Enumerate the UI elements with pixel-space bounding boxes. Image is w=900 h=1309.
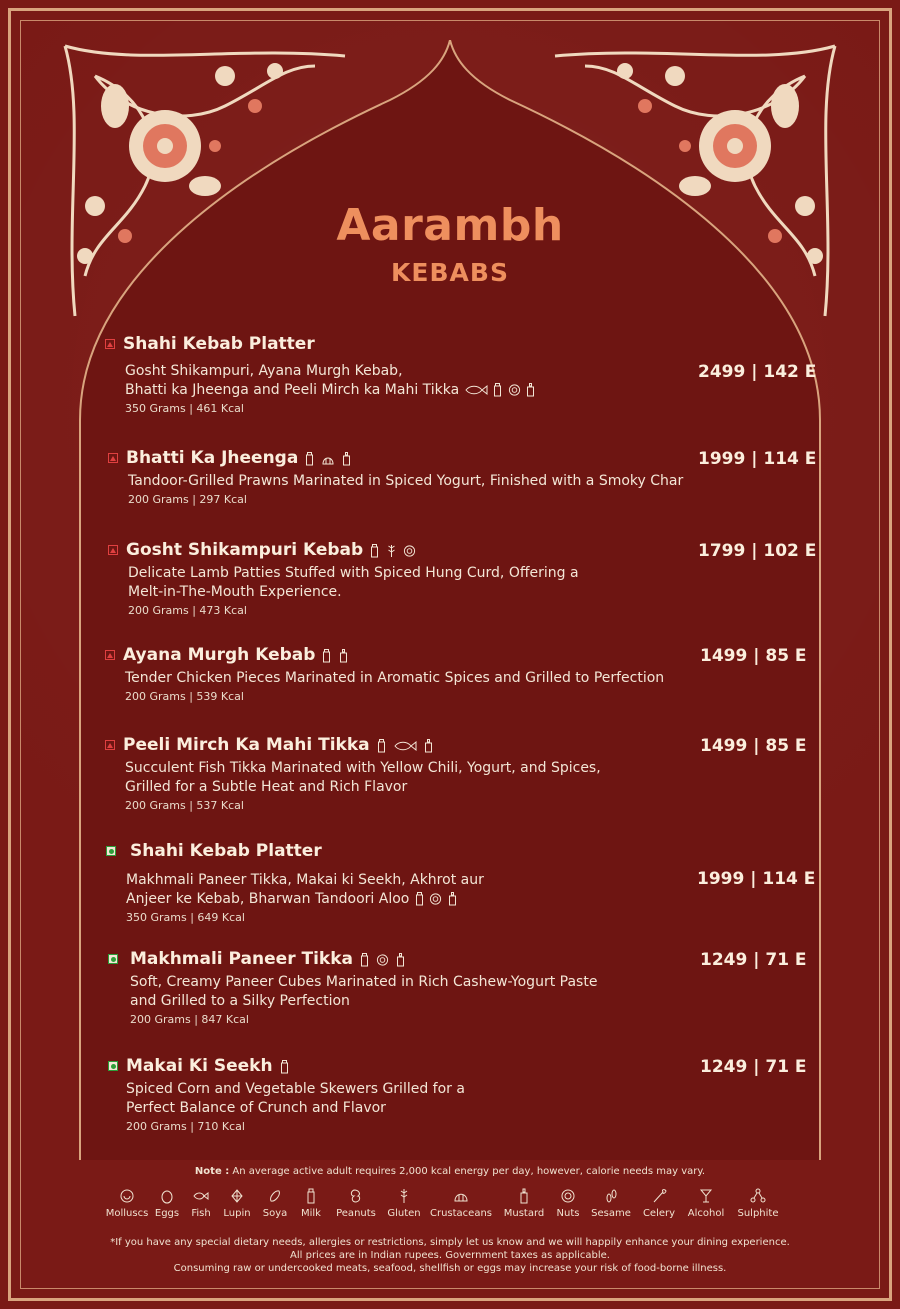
legend-alcohol: Alcohol: [682, 1188, 730, 1219]
item-name: Ayana Murgh Kebab: [123, 645, 316, 665]
item-price: 1999 | 114 E: [697, 869, 816, 889]
fish-icon: [464, 383, 488, 397]
sesame-icon: [603, 1188, 619, 1204]
legend-crustaceans: Crustaceans: [424, 1188, 498, 1219]
non-veg-icon: [108, 453, 118, 463]
item-description: Gosht Shikampuri, Ayana Murgh Kebab,: [125, 363, 403, 379]
item-meta: 200 Grams | 539 Kcal: [125, 690, 244, 703]
mustard-icon: [525, 383, 536, 397]
item-price: 1499 | 85 E: [700, 646, 807, 666]
mustard-icon: [395, 952, 406, 966]
fish-icon: [193, 1188, 209, 1204]
legend-gluten: Gluten: [384, 1188, 424, 1219]
legend-soya: Soya: [256, 1188, 294, 1219]
item-description: Tender Chicken Pieces Marinated in Aromatic Spices and Grilled to Perfection: [125, 670, 665, 686]
item-description: Makhmali Paneer Tikka, Makai ki Seekh, Akhrot aur: [126, 872, 484, 888]
mustard-icon: [516, 1188, 532, 1204]
legend-celery: Celery: [636, 1188, 682, 1219]
milk-icon: [279, 1059, 290, 1073]
milk-icon: [492, 383, 503, 397]
veg-icon: [108, 1061, 118, 1071]
note-text: An average active adult requires 2,000 kcal energy per day, however, calorie needs may vary.: [229, 1166, 706, 1177]
footer-line: *If you have any special dietary needs, allergies or restrictions, simply let us know and we will happily enhance your dining experience.: [110, 1237, 790, 1248]
footer-line: All prices are in Indian rupees. Government taxes as applicable.: [290, 1250, 610, 1261]
item-price: 1249 | 71 E: [700, 1057, 807, 1077]
alcohol-icon: [698, 1188, 714, 1204]
item-description: Tandoor-Grilled Prawns Marinated in Spiced Yogurt, Finished with a Smoky Char: [128, 473, 684, 489]
item-name: Shahi Kebab Platter: [123, 334, 315, 354]
legend-molluscs: Molluscs: [104, 1188, 150, 1219]
celery-icon: [651, 1188, 667, 1204]
milk-icon: [369, 543, 380, 557]
menu-subtitle: KEBABS: [391, 258, 509, 287]
crustaceans-icon: [453, 1188, 469, 1204]
peanuts-icon: [348, 1188, 364, 1204]
legend-mustard: Mustard: [498, 1188, 550, 1219]
item-description: Soft, Creamy Paneer Cubes Marinated in Rich Cashew-Yogurt Paste: [130, 974, 598, 990]
nuts-icon: [508, 383, 521, 397]
nuts-icon: [376, 952, 389, 966]
legend-eggs: Eggs: [150, 1188, 184, 1219]
menu-title: Aarambh: [336, 200, 564, 251]
eggs-icon: [159, 1188, 175, 1204]
non-veg-icon: [105, 650, 115, 660]
item-meta: 350 Grams | 649 Kcal: [126, 911, 245, 924]
lupin-icon: [229, 1188, 245, 1204]
item-name: Bhatti Ka Jheenga: [126, 448, 299, 468]
item-description: Grilled for a Subtle Heat and Rich Flavor: [125, 779, 408, 795]
item-meta: 200 Grams | 297 Kcal: [128, 493, 247, 506]
legend-lupin: Lupin: [218, 1188, 256, 1219]
milk-icon: [321, 648, 332, 662]
non-veg-icon: [105, 339, 115, 349]
footer-disclaimer: [0, 1236, 900, 1275]
milk-icon: [359, 952, 370, 966]
gluten-icon: [386, 543, 397, 557]
item-description: Perfect Balance of Crunch and Flavor: [126, 1100, 386, 1116]
allergen-legend: [104, 1188, 786, 1219]
milk-icon: [414, 892, 425, 906]
milk-icon: [304, 451, 315, 465]
item-price: 1799 | 102 E: [698, 541, 817, 561]
non-veg-icon: [108, 545, 118, 555]
nuts-icon: [429, 892, 442, 906]
item-description: Melt-in-The-Mouth Experience.: [128, 584, 342, 600]
veg-icon: [106, 846, 116, 856]
item-description: Spiced Corn and Vegetable Skewers Grilled for a: [126, 1081, 465, 1097]
mustard-icon: [423, 738, 434, 752]
item-name: Peeli Mirch Ka Mahi Tikka: [123, 735, 370, 755]
fish-icon: [393, 738, 417, 752]
item-name: Makhmali Paneer Tikka: [130, 949, 354, 969]
soya-icon: [267, 1188, 283, 1204]
legend-sesame: Sesame: [586, 1188, 636, 1219]
non-veg-icon: [105, 740, 115, 750]
nuts-icon: [403, 543, 416, 557]
footer-line: Consuming raw or undercooked meats, seafood, shellfish or eggs may increase your risk of food-borne illness.: [173, 1263, 727, 1274]
mustard-icon: [447, 892, 458, 906]
legend-nuts: Nuts: [550, 1188, 586, 1219]
item-name: Shahi Kebab Platter: [130, 841, 322, 861]
sulphite-icon: [750, 1188, 766, 1204]
milk-icon: [303, 1188, 319, 1204]
item-meta: 200 Grams | 537 Kcal: [125, 799, 244, 812]
item-description: and Grilled to a Silky Perfection: [130, 993, 350, 1009]
item-description: Anjeer ke Kebab, Bharwan Tandoori Aloo: [126, 891, 410, 907]
item-price: 2499 | 142 E: [698, 362, 817, 382]
item-name: Makai Ki Seekh: [126, 1056, 273, 1076]
nuts-icon: [560, 1188, 576, 1204]
legend-peanuts: Peanuts: [328, 1188, 384, 1219]
veg-icon: [108, 954, 118, 964]
item-name: Gosht Shikampuri Kebab: [126, 540, 364, 560]
item-description: Succulent Fish Tikka Marinated with Yellow Chili, Yogurt, and Spices,: [125, 760, 601, 776]
legend-fish: Fish: [184, 1188, 218, 1219]
item-meta: 200 Grams | 710 Kcal: [126, 1120, 245, 1133]
calorie-note: [0, 1166, 900, 1177]
item-price: 1249 | 71 E: [700, 950, 807, 970]
milk-icon: [376, 738, 387, 752]
crustaceans-icon: [321, 451, 335, 465]
mustard-icon: [338, 648, 349, 662]
item-description: Delicate Lamb Patties Stuffed with Spiced Hung Curd, Offering a: [128, 565, 579, 581]
item-price: 1499 | 85 E: [700, 736, 807, 756]
item-description: Bhatti ka Jheenga and Peeli Mirch ka Mahi Tikka: [125, 382, 460, 398]
legend-sulphite: Sulphite: [730, 1188, 786, 1219]
note-label: Note :: [194, 1166, 230, 1177]
molluscs-icon: [119, 1188, 135, 1204]
legend-milk: Milk: [294, 1188, 328, 1219]
item-price: 1999 | 114 E: [698, 449, 817, 469]
gluten-icon: [396, 1188, 412, 1204]
item-meta: 350 Grams | 461 Kcal: [125, 402, 244, 415]
item-meta: 200 Grams | 473 Kcal: [128, 604, 247, 617]
mustard-icon: [341, 451, 352, 465]
item-meta: 200 Grams | 847 Kcal: [130, 1013, 249, 1026]
